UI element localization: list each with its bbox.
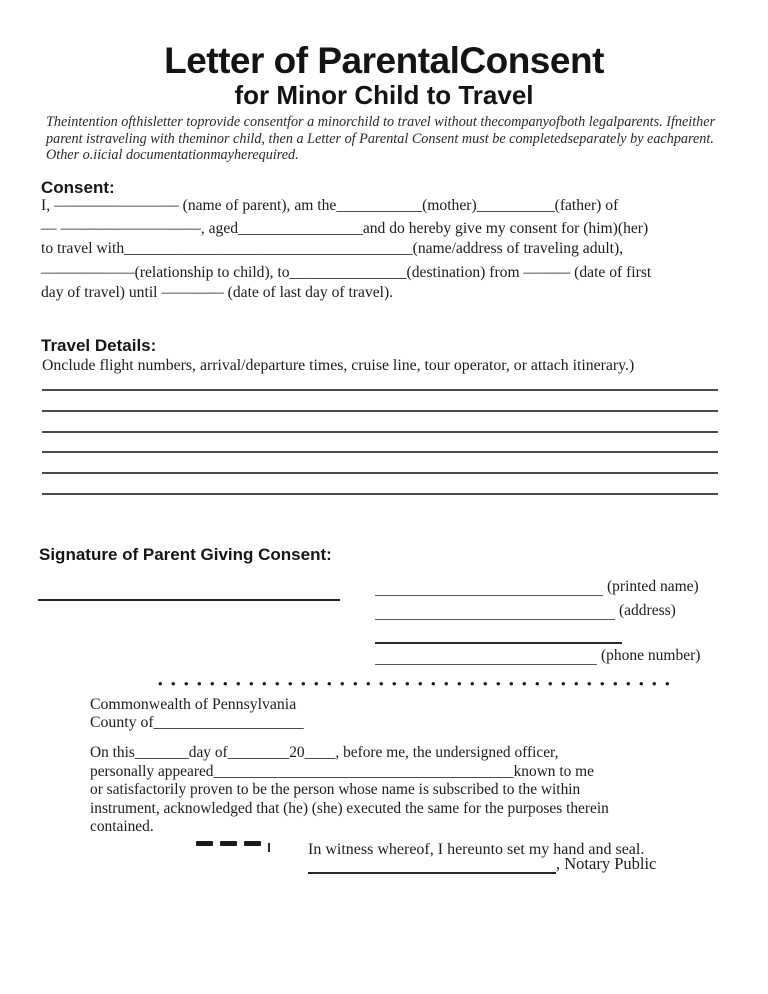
address-second-blank-line: [375, 626, 622, 644]
consent-line-5: day of travel) until ———— (date of last day of travel).: [41, 284, 394, 301]
consent-line-4: ——————(relationship to child), to_______________(destination) from ——— (date of first: [41, 264, 652, 281]
county-line: County of___________________: [90, 714, 304, 731]
printed-name-row: [375, 578, 715, 596]
notary-paragraph-line-5: contained.: [90, 818, 154, 835]
intro-line-1: Theintention ofthisletter toprovide consentfor a minorchild to travel without thecompanyofboth legalparents. Ifneither: [46, 114, 716, 130]
notary-public-label: , Notary Public: [556, 854, 657, 873]
notary-paragraph-line-2: personally appeared_______________________________________known to me: [90, 763, 594, 780]
notary-paragraph-line-1: On this_______day of________20____, before me, the undersigned officer,: [90, 744, 559, 761]
dotted-separator: • • • • • • • • • • • • • • • • • • • • • • • • • • • • • • • • • • • • • • • •: [158, 676, 673, 691]
consent-section-heading: Consent:: [41, 178, 115, 197]
printed-name-blank-line: [375, 579, 603, 596]
intro-paragraph: [46, 114, 746, 164]
commonwealth-line: Commonwealth of Pennsylvania: [90, 696, 297, 713]
travel-details-blank-lines: [42, 389, 718, 514]
notary-paragraph-line-4: instrument, acknowledged that (he) (she) executed the same for the purposes therein: [90, 800, 609, 817]
intro-line-3: Other o.iicial documentationmayherequired.: [46, 147, 299, 163]
phone-number-row: [375, 647, 715, 665]
signature-blank-line: [38, 599, 340, 601]
travel-detail-blank-line: [42, 431, 718, 433]
travel-detail-blank-line: [42, 389, 718, 391]
address-label: (address): [619, 602, 676, 619]
intro-line-2: parent istraveling with theminor child, then a Letter of Parental Consent must be completedseparately by eachparent.: [46, 130, 714, 147]
travel-detail-blank-line: [42, 410, 718, 412]
printed-name-label: (printed name): [607, 578, 699, 595]
witness-statement: In witness whereof, I hereunto set my hand and seal.: [308, 841, 645, 858]
notary-signature-blank-line: [308, 855, 556, 874]
consent-line-1: I, ———————— (name of parent), am the___________(mother)__________(father) of: [41, 197, 619, 214]
travel-details-subtext: Onclude flight numbers, arrival/departure times, cruise line, tour operator, or attach itinerary.): [42, 357, 635, 374]
phone-number-label: (phone number): [601, 647, 701, 664]
signature-section-heading: Signature of Parent Giving Consent:: [39, 545, 332, 564]
document-title: Letter of ParentalConsent: [164, 40, 604, 81]
notary-paragraph-line-3: or satisfactorily proven to be the person whose name is subscribed to the within: [90, 781, 581, 798]
notary-signature-row: [308, 854, 656, 874]
dash-mark: [196, 835, 270, 852]
consent-line-2: — —————————, aged________________and do hereby give my consent for (him)(her): [41, 220, 649, 237]
consent-line-3: to travel with_____________________________________(name/address of traveling adult),: [41, 240, 624, 257]
travel-detail-blank-line: [42, 493, 718, 495]
address-second-row: [375, 626, 715, 644]
document-subtitle: for Minor Child to Travel: [234, 80, 534, 110]
travel-details-heading: Travel Details:: [41, 336, 157, 355]
travel-detail-blank-line: [42, 451, 718, 453]
travel-detail-blank-line: [42, 472, 718, 474]
phone-number-blank-line: [375, 648, 597, 665]
address-row: [375, 602, 715, 620]
address-blank-line: [375, 603, 615, 620]
